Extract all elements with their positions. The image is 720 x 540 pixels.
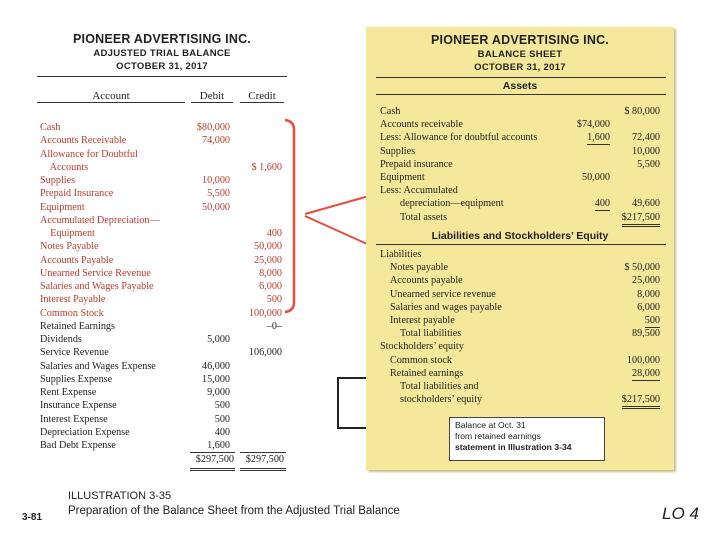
tb-credit-amount: 100,000 [248, 307, 282, 319]
bs-inner-amount: $74,000 [576, 119, 610, 131]
bs-row [366, 314, 674, 327]
tb-account-name: Service Revenue [40, 347, 109, 359]
note-line-1: Balance at Oct. 31 [455, 420, 526, 430]
bs-row [366, 340, 674, 353]
bs-line-label: stockholders’ equity [400, 394, 483, 406]
tb-account-name: Supplies Expense [40, 373, 113, 385]
bs-row [366, 105, 674, 118]
tb-debit-amount: 5,500 [207, 188, 230, 200]
bs-outer-amount: $ 80,000 [624, 106, 660, 117]
bs-row [366, 171, 674, 184]
tb-account-name: Accounts [40, 161, 89, 173]
bs-row [366, 327, 674, 340]
bs-row [366, 380, 674, 393]
tb-account-name: Depreciation Expense [40, 426, 130, 438]
bs-line-label: Stockholders’ equity [380, 341, 464, 353]
bs-line-label: Interest payable [390, 315, 455, 326]
tb-debit-amount: 10,000 [201, 175, 230, 186]
bs-line-label: Equipment [380, 172, 425, 183]
bs-outer-amount: 49,600 [631, 198, 660, 210]
tb-debit-amount: $80,000 [196, 122, 230, 133]
bs-outer-amount: $ 50,000 [624, 262, 660, 274]
tb-account-name: Cash [40, 122, 61, 133]
tb-account-name: Salaries and Wages Payable [40, 281, 154, 292]
tb-account-name: Equipment [40, 228, 95, 239]
assets-heading-rule [376, 94, 666, 95]
learning-objective-label: LO 4 [662, 504, 699, 523]
bs-inner-amount: 50,000 [581, 172, 610, 183]
bs-company-name: PIONEER ADVERTISING INC. [431, 33, 609, 47]
tb-account-name: Accumulated Depreciation— [40, 214, 160, 226]
bs-row [366, 288, 674, 301]
bs-outer-amount: 25,000 [631, 275, 660, 287]
bs-line-label: Unearned service revenue [390, 288, 496, 300]
bs-line-label: Total assets [400, 211, 448, 223]
tb-debit-amount: 74,000 [201, 135, 230, 147]
bs-row [366, 197, 674, 210]
bs-outer-amount: 5,500 [637, 158, 660, 170]
bs-outer-amount: 6,000 [637, 301, 660, 313]
tb-company-name: PIONEER ADVERTISING INC. [73, 32, 251, 46]
total-debit: $297,500 [195, 454, 234, 465]
bs-line-label: Less: Allowance for doubtful accounts [380, 132, 538, 144]
tb-credit-amount: 106,000 [248, 347, 282, 359]
tb-account-name: Allowance for Doubtful [40, 148, 138, 160]
tb-account-name: Rent Expense [40, 387, 97, 398]
tb-credit-amount: 50,000 [253, 241, 282, 253]
col-debit-header: Debit [191, 90, 233, 103]
tb-account-name: Bad Debt Expense [40, 440, 116, 451]
tb-account-name: Supplies [40, 175, 76, 186]
note-line-2: from retained earnings [455, 431, 541, 441]
bs-line-label: Prepaid insurance [380, 158, 453, 170]
bs-row [366, 261, 674, 274]
tb-credit-amount: $ 1,600 [251, 161, 282, 173]
tb-account-name: Unearned Service Revenue [40, 267, 151, 279]
bs-inner-amount: 400 [594, 198, 610, 210]
bs-line-label: Less: Accumulated [380, 185, 458, 197]
liabilities-equity-heading: Liabilities and Stockholders’ Equity [431, 230, 609, 242]
slide-number: 3-81 [22, 512, 43, 523]
tb-account-name: Accounts Receivable [40, 135, 127, 147]
bs-row [366, 367, 674, 380]
bs-line-label: Liabilities [380, 249, 422, 260]
tb-account-name: Retained Earnings [40, 320, 115, 332]
note-line-3: statement in Illustration 3-34 [455, 442, 572, 452]
bs-inner-amount: 1,600 [587, 132, 610, 144]
tb-credit-amount: 25,000 [253, 254, 282, 266]
bs-outer-amount: 100,000 [626, 354, 660, 366]
bs-row [366, 184, 674, 197]
tb-debit-amount: 400 [214, 426, 230, 438]
bs-row [366, 274, 674, 287]
tb-account-name: Common Stock [40, 307, 104, 319]
bs-line-label: Accounts payable [390, 275, 463, 287]
tb-title: ADJUSTED TRIAL BALANCE [93, 48, 231, 59]
tb-debit-amount: 1,600 [207, 440, 230, 451]
bs-row [366, 393, 674, 406]
tb-account-name: Interest Expense [40, 413, 108, 425]
balance-sheet [366, 27, 674, 470]
tb-debit-amount: 5,000 [207, 334, 230, 345]
tb-account-name: Salaries and Wages Expense [40, 360, 156, 372]
retained-earnings-note [449, 417, 605, 461]
bs-row [366, 301, 674, 314]
tb-debit-amount: 15,000 [201, 373, 230, 385]
bs-line-label: Total liabilities [400, 328, 462, 340]
bs-row [366, 131, 674, 144]
tb-debit-amount: 46,000 [201, 360, 230, 372]
bs-line-label: Common stock [390, 354, 452, 366]
bs-title: BALANCE SHEET [477, 49, 563, 60]
bs-line-label: Total liabilities and [400, 381, 479, 392]
bs-outer-amount: 28,000 [631, 367, 660, 379]
liab-heading-rule [376, 244, 666, 245]
illustration-caption: Preparation of the Balance Sheet from the Adjusted Trial Balance [68, 505, 400, 517]
tb-credit-amount: 500 [266, 294, 282, 306]
bs-outer-amount: $217,500 [622, 211, 660, 227]
tb-debit-amount: 500 [214, 400, 230, 412]
bs-row [366, 248, 674, 261]
tb-account-name: Equipment [40, 201, 85, 213]
bs-line-label: Salaries and wages payable [390, 301, 502, 313]
bs-line-label: Cash [380, 106, 401, 117]
tb-credit-amount: 6,000 [259, 281, 282, 292]
tb-debit-amount: 50,000 [201, 201, 230, 213]
tb-account-name: Dividends [40, 334, 82, 345]
bs-line-label: depreciation—equipment [400, 198, 504, 210]
bs-outer-amount: 500 [644, 315, 660, 326]
tb-account-name: Accounts Payable [40, 254, 114, 266]
bs-line-label: Supplies [380, 145, 416, 157]
tb-credit-amount: 400 [266, 228, 282, 239]
bs-line-label: Retained earnings [390, 367, 464, 379]
bs-row [366, 158, 674, 171]
tb-account-name: Notes Payable [40, 241, 99, 253]
tb-account-name: Interest Payable [40, 294, 106, 306]
bs-row [366, 211, 674, 224]
bs-date: OCTOBER 31, 2017 [474, 62, 566, 73]
col-account-header: Account [37, 90, 185, 103]
tb-date: OCTOBER 31, 2017 [116, 61, 208, 72]
bs-line-label: Notes payable [390, 262, 448, 274]
bs-outer-amount: $217,500 [622, 393, 660, 409]
tb-account-name: Insurance Expense [40, 400, 117, 412]
bs-outer-amount: 72,400 [631, 132, 660, 144]
tb-credit-amount: 8,000 [259, 267, 282, 279]
bs-row [366, 118, 674, 131]
bs-outer-amount: 89,500 [631, 328, 660, 340]
illustration-label: ILLUSTRATION 3-35 [68, 490, 172, 502]
col-credit-header: Credit [240, 90, 284, 103]
red-bracket [285, 120, 294, 312]
tb-credit-amount: –0– [266, 320, 282, 332]
bs-row [366, 145, 674, 158]
bs-line-label: Accounts receivable [380, 119, 463, 131]
total-credit: $297,500 [245, 454, 284, 465]
tb-account-name: Prepaid Insurance [40, 188, 114, 200]
tb-debit-amount: 500 [214, 413, 230, 425]
assets-heading: Assets [502, 80, 538, 92]
bs-row [366, 354, 674, 367]
bs-outer-amount: 10,000 [631, 145, 660, 157]
bs-outer-amount: 8,000 [637, 288, 660, 300]
bs-header-rule [376, 77, 666, 78]
tb-debit-amount: 9,000 [207, 387, 230, 398]
